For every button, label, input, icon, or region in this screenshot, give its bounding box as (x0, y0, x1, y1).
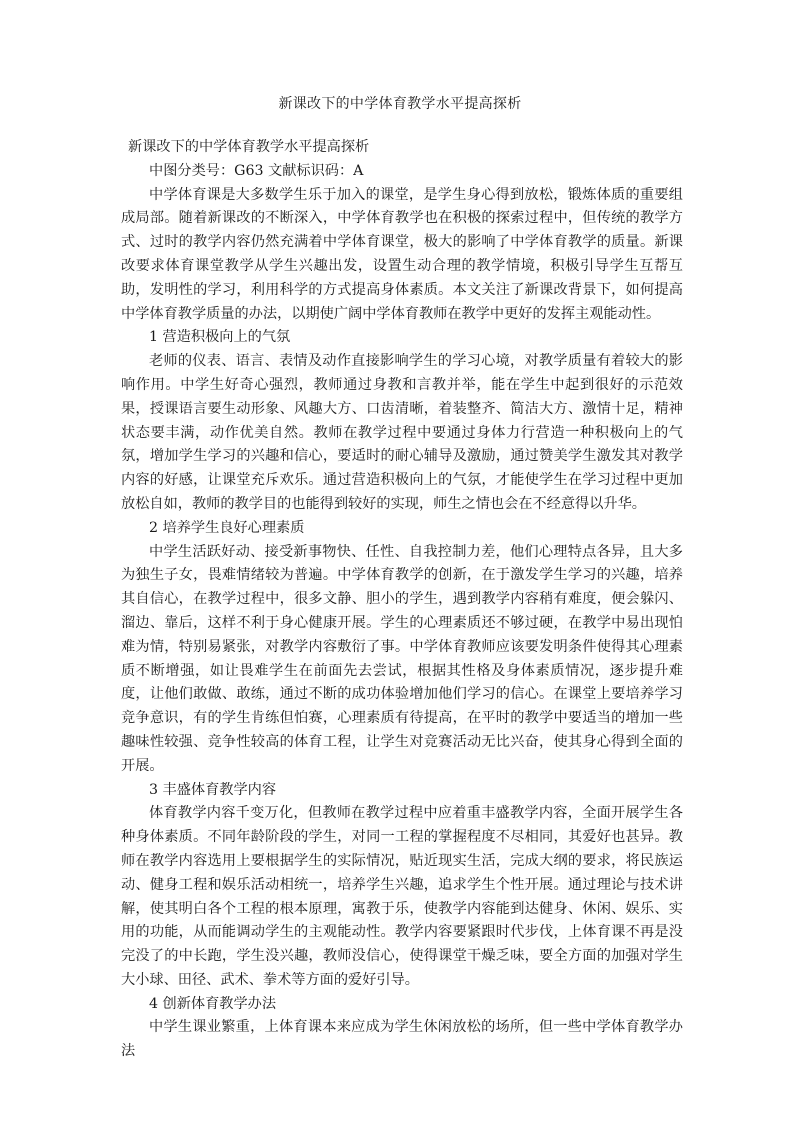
section-body-3: 体育教学内容千变万化，但教师在教学过程中应着重丰盛教学内容，全面开展学生各种身体素质。不同年龄阶段的学生，对同一工程的掌握程度不尽相同，其爱好也甚异。教师在教学内容选用上要根据学生的实际情况，贴近现实生活，完成大纲的要求，将民族运动、健身工程和娱乐活动相统一，培养学生兴趣，追求学生个性开展。通过理论与技术讲解，使其明白各个工程的根本原理，寓教于乐，使教学内容能到达健身、休闲、娱乐、实用的功能，从而能调动学生的主观能动性。教学内容要紧跟时代步伐，上体育课不再是没完没了的中长跑，学生没兴趣，教师没信心，使得课堂干燥乏味，要全方面的加强对学生大小球、田径、武术、拳术等方面的爱好引导。 (121, 805, 683, 988)
classification-line: 中图分类号：G63 文献标识码：A (149, 162, 364, 179)
section-body-2: 中学生活跃好动、接受新事物快、任性、自我控制力差，他们心理特点各异，且大多为独生子女，畏难情绪较为普遍。中学体育教学的创新，在于激发学生学习的兴趣，培养其自信心，在教学过程中，很多文静、胆小的学生，遇到教学内容稍有难度，便会躲闪、溜边、靠后，这样不利于身心健康开展。学生的心理素质还不够过硬，在教学中易出现怕难为情，特别易紧张，对教学内容敷衍了事。中学体育教师应该要发明条件使得其心理素质不断增强，如让畏难学生在前面先去尝试，根据其性格及身体素质情况，逐步提升难度，让他们敢做、敢练，通过不断的成功体验增加他们学习的信心。在课堂上要培养学习竞争意识，有的学生肯练但怕赛，心理素质有待提高，在平时的教学中要适当的增加一些趣味性较强、竞争性较高的体育工程，让学生对竞赛活动无比兴奋，使其身心得到全面的开展。 (121, 543, 683, 774)
page-title: 新课改下的中学体育教学水平提高探析 (278, 96, 522, 112)
section-heading-3: 3 丰盛体育教学内容 (149, 781, 277, 798)
section-heading-2: 2 培养学生良好心理素质 (149, 519, 305, 536)
section-heading-4: 4 创新体育教学办法 (149, 995, 277, 1012)
section-body-4: 中学生课业繁重，上体育课本来应成为学生休闲放松的场所，但一些中学体育教学办法 (121, 1019, 683, 1060)
article-subtitle: 新课改下的中学体育教学水平提高探析 (128, 139, 370, 155)
section-heading-1: 1 营造积极向上的气氛 (149, 329, 291, 346)
article-body (121, 136, 683, 1064)
section-body-1: 老师的仪表、语言、表情及动作直接影响学生的学习心境，对教学质量有着较大的影响作用。中学生好奇心强烈，教师通过身教和言教并举，能在学生中起到很好的示范效果，授课语言要生动形象、风趣大方、口齿清晰，着装整齐、简洁大方、激情十足，精神状态要丰满，动作优美自然。教师在教学过程中要通过身体力行营造一种积极向上的气氛，增加学生学习的兴趣和信心，要适时的耐心辅导及激励，通过赞美学生激发其对教学内容的好感，让课堂充斥欢乐。通过营造积极向上的气氛，才能使学生在学习过程中更加放松自如，教师的教学目的也能得到较好的实现，师生之情也会在不经意得以升华。 (121, 353, 683, 512)
intro-paragraph: 中学体育课是大多数学生乐于加入的课堂，是学生身心得到放松，锻炼体质的重要组成局部。随着新课改的不断深入，中学体育教学也在积极的探索过程中，但传统的教学方式、过时的教学内容仍然充满着中学体育课堂，极大的影响了中学体育教学的质量。新课改要求体育课堂教学从学生兴趣出发，设置生动合理的教学情境，积极引导学生互帮互助，发明性的学习，利用科学的方式提高身体素质。本文关注了新课改背景下，如何提高中学体育教学质量的办法，以期使广阔中学体育教师在教学中更好的发挥主观能动性。 (121, 186, 683, 322)
